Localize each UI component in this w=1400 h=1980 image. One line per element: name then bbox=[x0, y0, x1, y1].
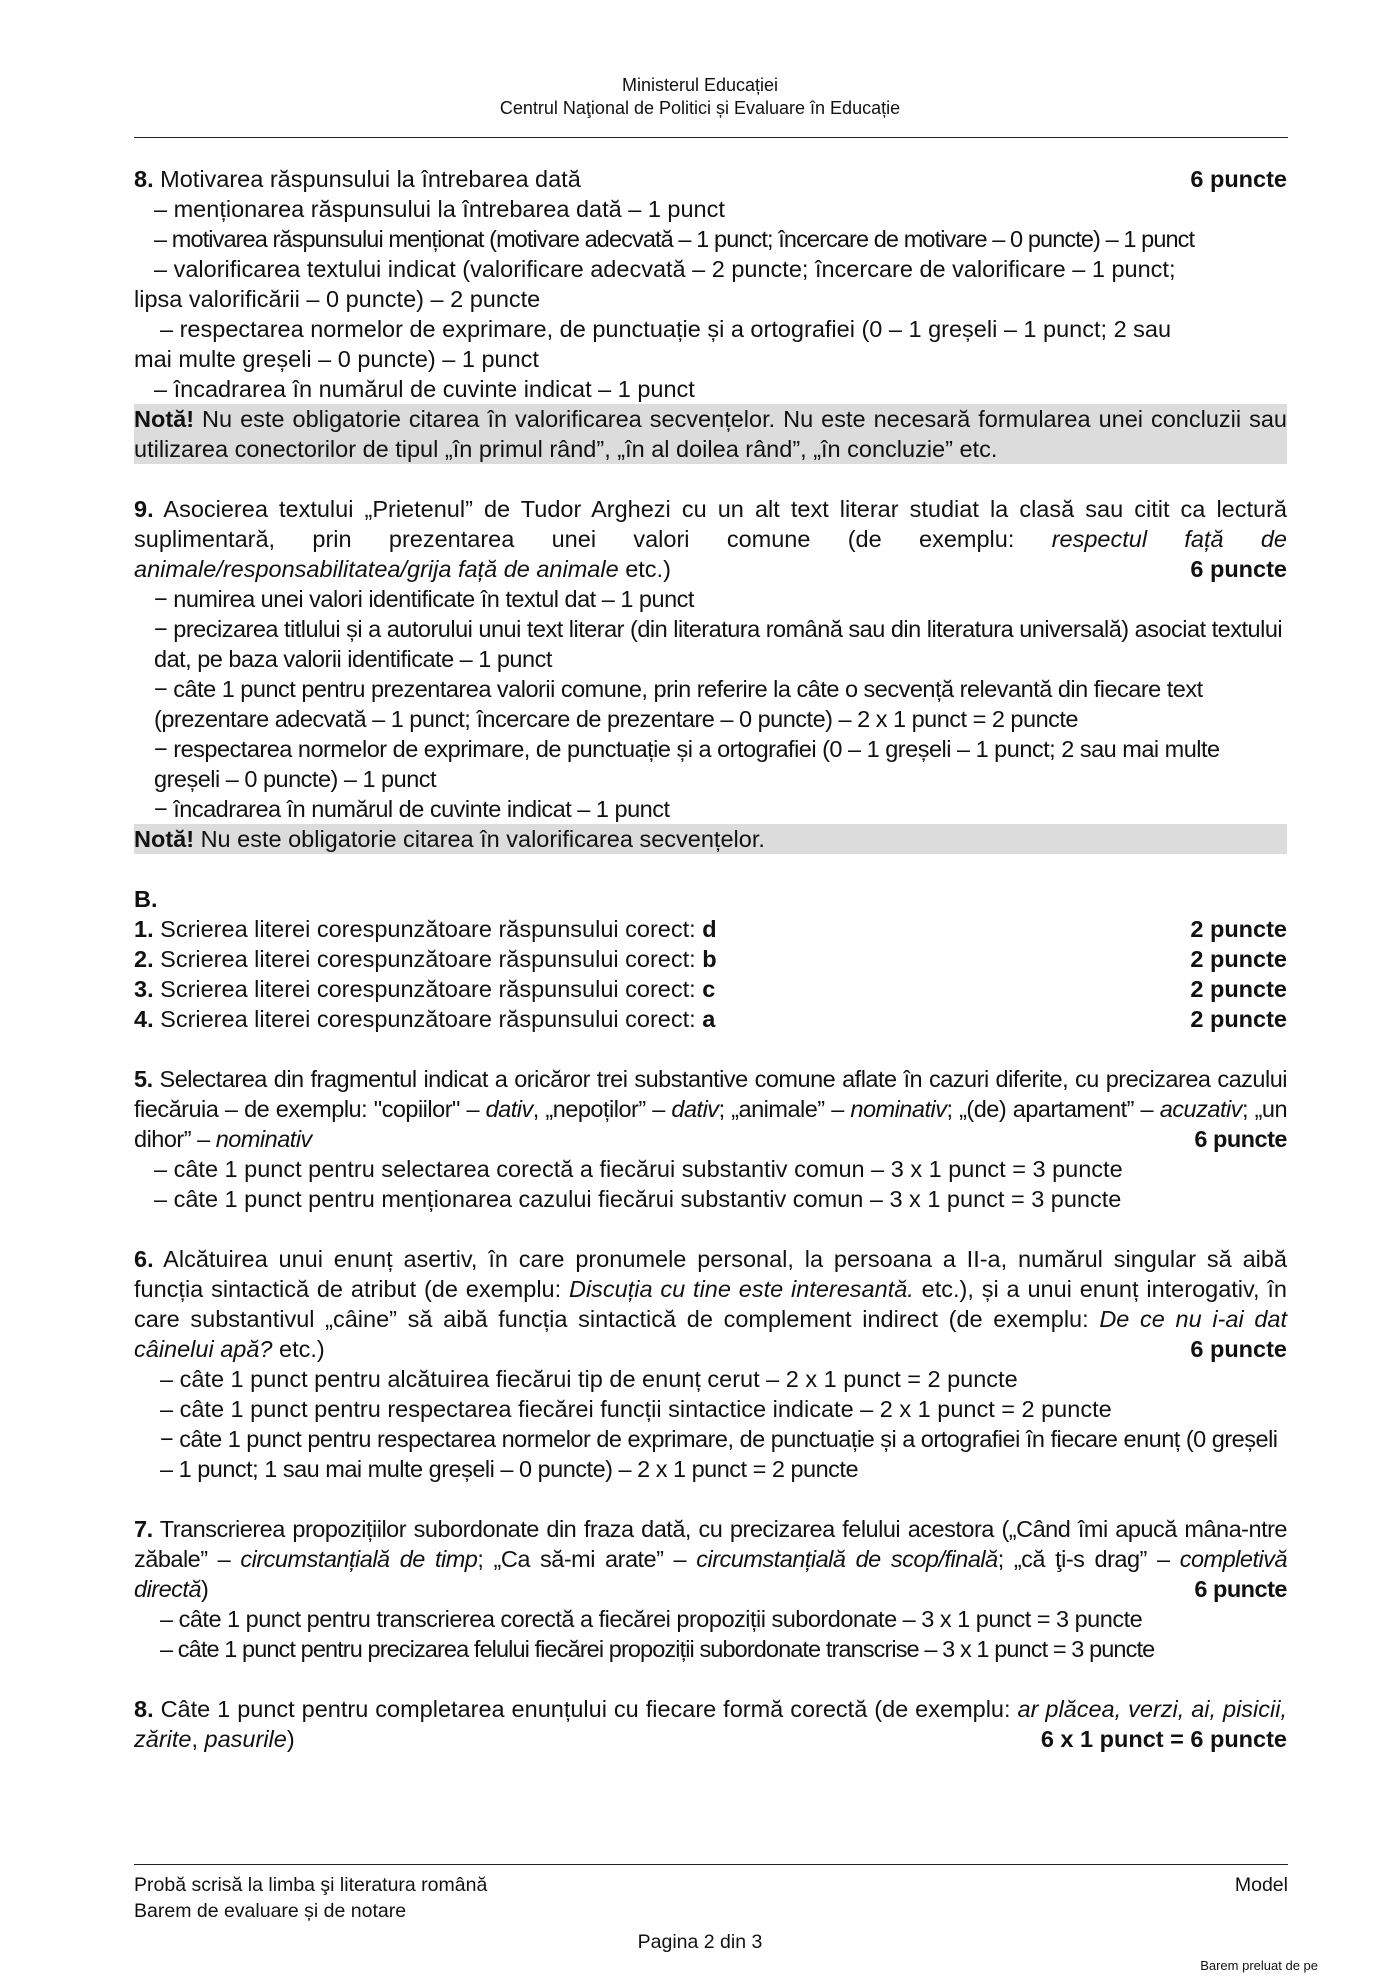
mcq-points: 2 puncte bbox=[1190, 916, 1287, 942]
q6-number: 6. bbox=[134, 1246, 154, 1272]
q9-item: − numirea unei valori identificate în textul dat – 1 punct bbox=[154, 586, 694, 612]
q6-item: – câte 1 punct pentru alcătuirea fiecărui tip de enunț cerut – 2 x 1 punct = 2 puncte bbox=[160, 1366, 1018, 1392]
q8a-item: – respectarea normelor de exprimare, de punctuație și a ortografiei (0 – 1 greșeli – 1 punct; 2 sau bbox=[160, 316, 1172, 342]
q8a-note-text: Nu este obligatorie citarea în valorificarea secvențelor. Nu este necesară formularea unei concluzii sau utilizarea conectorilor de tipul „în primul rând”, „în al doilea rând”, „în concluzie” etc. bbox=[134, 406, 1287, 462]
q5-intro: 5. Selectarea din fragmentul indicat a oricăror trei substantive comune aflate în cazuri diferite, cu precizarea cazului fiecăruia – de exemplu: "copiilor" – dativ, „nepoților” – dativ; „animale” – nominativ; „(de) apartament” – acuzativ; „un dihor” – nominativ 6 puncte bbox=[134, 1066, 1288, 1152]
q5-number: 5. bbox=[134, 1066, 153, 1092]
question-5 bbox=[134, 1064, 1287, 1214]
q7-points: 6 puncte bbox=[1194, 1576, 1287, 1602]
q7-item: – câte 1 punct pentru precizarea felului fiecărei propoziții subordonate transcrise – 3 x 1 punct = 3 puncte bbox=[160, 1636, 1155, 1662]
mcq-row: 1. Scrierea literei corespunzătoare răspunsului corect: d 2 puncte bbox=[134, 916, 1287, 942]
mcq-answer: d bbox=[702, 916, 717, 942]
mcq-answer: c bbox=[702, 976, 716, 1002]
q9-item: − respectarea normelor de exprimare, de punctuație și a ortografiei (0 – 1 greșeli – 1 punct; 2 sau mai multe greșeli – 0 puncte) – 1 punct bbox=[154, 736, 1220, 792]
q5-item: – câte 1 punct pentru selectarea corectă a fiecărui substantiv comun – 3 x 1 punct = 3 puncte bbox=[154, 1156, 1123, 1182]
q9-item: − încadrarea în numărul de cuvinte indicat – 1 punct bbox=[154, 796, 670, 822]
q8a-note-label: Notă! bbox=[134, 406, 195, 432]
q8a-item: – menționarea răspunsului la întrebarea dată – 1 punct bbox=[154, 196, 725, 222]
q8a-item: – valorificarea textului indicat (valorificare adecvată – 2 puncte; încercare de valorificare – 1 punct; bbox=[154, 256, 1176, 282]
q8b-points: 6 x 1 punct = 6 puncte bbox=[1040, 1726, 1287, 1752]
page-header bbox=[0, 74, 1400, 120]
mcq-answer: b bbox=[702, 946, 717, 972]
question-8b bbox=[134, 1694, 1287, 1754]
mcq-points: 2 puncte bbox=[1190, 976, 1287, 1002]
question-6 bbox=[134, 1244, 1287, 1484]
q9-item: − precizarea titlului și a autorului unui text literar (din literatura română sau din literatura universală) asociat textului dat, pe baza valorii identificate – 1 punct bbox=[154, 616, 1283, 672]
question-7 bbox=[134, 1514, 1287, 1664]
q6-item: − câte 1 punct pentru respectarea normelor de exprimare, de punctuație și a ortografiei în fiecare enunț (0 greșeli – 1 punct; 1 sau mai multe greșeli – 0 puncte) – 2 x 1 punct = 2 puncte bbox=[160, 1426, 1278, 1482]
header-center: Centrul Naţional de Politici și Evaluare în Educație bbox=[499, 98, 901, 118]
q8a-note bbox=[134, 404, 1287, 464]
mcq-row: 2. Scrierea literei corespunzătoare răspunsului corect: b 2 puncte bbox=[134, 946, 1287, 972]
q8a-number: 8. bbox=[134, 166, 154, 192]
q6-intro: 6. Alcătuirea unui enunț asertiv, în care pronumele personal, la persoana a II-a, numărul singular să aibă funcția sintactică de atribut (de exemplu: Discuția cu tine este interesantă. etc.), și a unui enunț interogativ, în care substantivul „câine” să aibă funcția sintactică de complement indirect (de exemplu: De ce nu i-ai dat câinelui apă? etc.) 6 puncte bbox=[134, 1246, 1288, 1362]
q8b-intro: 8. Câte 1 punct pentru completarea enunțului cu fiecare formă corectă (de exemplu: ar plăcea, verzi, ai, pisicii, zărite, pasurile) 6 x 1 punct = 6 puncte bbox=[134, 1696, 1287, 1752]
q9-note-text: Nu este obligatorie citarea în valorificarea secvențelor. bbox=[200, 826, 765, 852]
q9-item: − câte 1 punct pentru prezentarea valorii comune, prin referire la câte o secvență relevantă din fiecare text (prezentare adecvată – 1 punct; încercare de prezentare – 0 puncte) – 2 x 1 punct = 2 puncte bbox=[154, 676, 1203, 732]
q9-note-label: Notă! bbox=[134, 826, 195, 852]
q8a-title-row bbox=[134, 164, 1287, 194]
q8b-number: 8. bbox=[134, 1696, 154, 1722]
footer-rule bbox=[134, 1864, 1288, 1865]
section-b bbox=[134, 884, 1287, 1034]
header-ministry: Ministerul Educației bbox=[621, 75, 779, 95]
q8a-item: lipsa valorificării – 0 puncte) – 2 puncte bbox=[134, 286, 541, 312]
question-9 bbox=[134, 494, 1287, 854]
page-number: Pagina 2 din 3 bbox=[637, 1931, 763, 1953]
q9-intro: 9. Asocierea textului „Prietenul” de Tudor Arghezi cu un alt text literar studiat la clasă sau citit ca lectură suplimentară, prin prezentarea unei valori comune (de exemplu: respectul față de animale/responsabilitatea/grija față de animale etc.) 6 puncte bbox=[134, 496, 1288, 582]
q9-example: respectul față de animale/responsabilitatea/grija față de animale bbox=[134, 526, 1288, 582]
mcq-row: 3. Scrierea literei corespunzătoare răspunsului corect: c 2 puncte bbox=[134, 976, 1287, 1002]
mcq-row: 4. Scrierea literei corespunzătoare răspunsului corect: a 2 puncte bbox=[134, 1006, 1287, 1032]
footer-barem: Barem de evaluare și de notare bbox=[134, 1900, 407, 1922]
q5-item: – câte 1 punct pentru menționarea cazului fiecărui substantiv comun – 3 x 1 punct = 3 puncte bbox=[154, 1186, 1122, 1212]
q9-note bbox=[134, 824, 1287, 854]
q9-points: 6 puncte bbox=[1190, 556, 1287, 582]
q7-intro: 7. Transcrierea propozițiilor subordonate din fraza dată, cu precizarea felului acestora („Când îmi apucă mâna-ntre zăbale” – circumstanțială de timp; „Ca să-mi arate” – circumstanțială de scop/finală; „că ţi-s drag” – completivă directă) 6 puncte bbox=[134, 1516, 1288, 1602]
main-content bbox=[134, 164, 1287, 1754]
q8a-item: mai multe greșeli – 0 puncte) – 1 punct bbox=[134, 346, 539, 372]
mcq-answer: a bbox=[702, 1006, 716, 1032]
q6-points: 6 puncte bbox=[1190, 1336, 1287, 1362]
mcq-points: 2 puncte bbox=[1190, 1006, 1287, 1032]
question-8a bbox=[134, 164, 1287, 464]
q7-item: – câte 1 punct pentru transcrierea corectă a fiecărei propoziții subordonate – 3 x 1 punct = 3 puncte bbox=[160, 1606, 1143, 1632]
source-note: Barem preluat de pe bbox=[1200, 1958, 1318, 1973]
q8a-points: 6 puncte bbox=[1190, 166, 1287, 192]
q5-points: 6 puncte bbox=[1194, 1126, 1287, 1152]
q7-number: 7. bbox=[134, 1516, 153, 1542]
header-rule bbox=[134, 137, 1288, 138]
q9-number: 9. bbox=[134, 496, 154, 522]
q6-item: – câte 1 punct pentru respectarea fiecărei funcții sintactice indicate – 2 x 1 punct = 2 puncte bbox=[160, 1396, 1112, 1422]
mcq-points: 2 puncte bbox=[1190, 946, 1287, 972]
footer-model: Model bbox=[1234, 1874, 1288, 1896]
q8a-title: Motivarea răspunsului la întrebarea dată bbox=[160, 166, 581, 192]
page-footer bbox=[134, 1872, 1288, 1924]
q8a-item: – motivarea răspunsului menționat (motivare adecvată – 1 punct; încercare de motivare – 0 puncte) – 1 punct bbox=[154, 226, 1195, 252]
q8a-item: – încadrarea în numărul de cuvinte indicat – 1 punct bbox=[154, 376, 695, 402]
footer-exam-title: Probă scrisă la limba şi literatura română bbox=[134, 1874, 488, 1896]
section-b-label: B. bbox=[134, 886, 158, 912]
